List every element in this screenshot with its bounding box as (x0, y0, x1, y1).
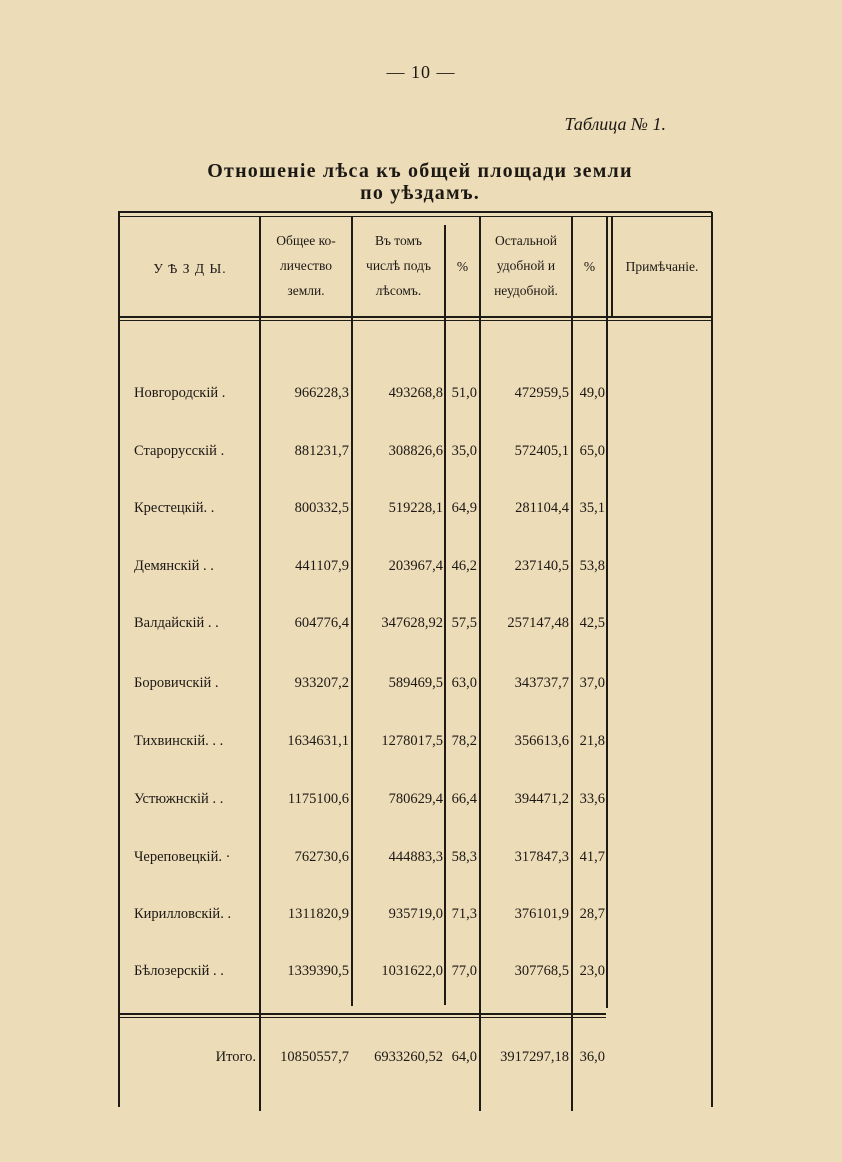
cell-pct-2: 21,8 (579, 733, 605, 749)
cell-pct: 57,5 (451, 615, 477, 631)
left-border (118, 212, 120, 1107)
cell-forest: 1031622,0 (381, 963, 443, 979)
right-border (711, 212, 713, 1107)
cell-total: 1175100,6 (287, 791, 349, 807)
cell-total: 933207,2 (294, 675, 349, 691)
cell-total: 762730,6 (294, 849, 349, 865)
cell-forest: 493268,8 (388, 385, 443, 401)
cell-forest: 1278017,5 (381, 733, 443, 749)
header-note: Примѣчаніе. (625, 259, 699, 274)
cell-pct: 63,0 (451, 675, 477, 691)
cell-pct-2: 28,7 (579, 906, 605, 922)
header-other-line-2: удобной и (496, 258, 556, 273)
top-rule-inner (118, 216, 712, 217)
col-divider-2 (351, 216, 353, 1006)
cell-total: 881231,7 (294, 443, 349, 459)
header-forest (353, 228, 444, 303)
total-rule (118, 1013, 606, 1015)
cell-other: 307768,5 (514, 963, 569, 979)
cell-forest: 444883,3 (388, 849, 443, 865)
cell-forest: 935719,0 (388, 906, 443, 922)
cell-other: 472959,5 (514, 385, 569, 401)
cell-total: 1311820,9 (287, 906, 349, 922)
cell-pct: 71,3 (451, 906, 477, 922)
row-name: Крестецкій. . (134, 500, 215, 516)
cell-other: 281104,4 (515, 500, 569, 516)
cell-total: 441107,9 (295, 558, 349, 574)
row-name: Тихвинскій. . . (134, 733, 224, 749)
cell-forest: 203967,4 (388, 558, 443, 574)
title-line-2: по уѣздамъ. (360, 182, 480, 204)
cell-pct-2: 41,7 (579, 849, 605, 865)
cell-pct-2: 53,8 (579, 558, 605, 574)
cell-other: 317847,3 (514, 849, 569, 865)
cell-pct-2: 37,0 (579, 675, 605, 691)
cell-pct-2: 65,0 (579, 443, 605, 459)
cell-other: 572405,1 (514, 443, 569, 459)
row-name: Устюжнскій . . (134, 791, 224, 807)
row-name: Бѣлозерскій . . (134, 963, 224, 979)
cell-other: 257147,48 (507, 615, 569, 631)
cell-pct-2: 33,6 (579, 791, 605, 807)
cell-forest: 519228,1 (388, 500, 443, 516)
header-other (481, 228, 571, 303)
cell-pct: 58,3 (451, 849, 477, 865)
header-rule (118, 316, 712, 318)
row-name: Старорусскій . (134, 443, 225, 459)
cell-other: 356613,6 (514, 733, 569, 749)
col-divider-1 (259, 216, 261, 1111)
cell-total: 1634631,1 (287, 733, 349, 749)
header-total-line-1: Общее ко- (276, 233, 336, 248)
total-cell-forest: 6933260,52 (374, 1049, 443, 1065)
cell-pct: 46,2 (451, 558, 477, 574)
cell-pct: 78,2 (451, 733, 477, 749)
cell-total: 1339390,5 (287, 963, 349, 979)
total-cell-other: 3917297,18 (500, 1049, 569, 1065)
total-rule-inner (118, 1017, 606, 1018)
cell-total: 800332,5 (294, 500, 349, 516)
title-line-1: Отношеніе лѣса къ общей площади земли (207, 160, 633, 182)
header-other-line-1: Остальной (494, 233, 557, 248)
table-caption: Таблица № 1. (564, 114, 666, 134)
total-cell-pct-2: 36,0 (579, 1049, 605, 1065)
table-title (150, 160, 690, 204)
row-name: Кирилловскій. . (134, 906, 232, 922)
cell-pct: 51,0 (451, 385, 477, 401)
cell-forest: 780629,4 (388, 791, 443, 807)
page-number: — 10 — (386, 62, 456, 82)
cell-total: 966228,3 (294, 385, 349, 401)
top-rule (118, 211, 712, 213)
header-other-line-3: неудобной. (494, 283, 558, 298)
cell-forest: 589469,5 (388, 675, 443, 691)
header-forest-line-3: лѣсомъ. (375, 283, 422, 298)
header-total-line-2: личество (279, 258, 332, 273)
cell-pct-2: 35,1 (579, 500, 605, 516)
cell-pct: 35,0 (451, 443, 477, 459)
header-pct: % (456, 259, 469, 274)
row-name: Боровичскій . (134, 675, 219, 691)
header-pct-2: % (583, 259, 596, 274)
header-forest-line-2: числѣ подъ (366, 258, 431, 273)
header-total (261, 228, 351, 303)
row-name: Череповецкій. · (134, 849, 231, 865)
cell-pct-2: 49,0 (579, 385, 605, 401)
col-divider-6 (606, 216, 608, 1008)
total-label: Итого. (215, 1049, 256, 1065)
header-uezdy: У Ѣ З Д Ы. (153, 261, 227, 276)
cell-other: 376101,9 (514, 906, 569, 922)
cell-forest: 347628,92 (381, 615, 443, 631)
row-name: Демянскій . . (134, 558, 214, 574)
total-cell-pct: 64,0 (451, 1049, 477, 1065)
cell-other: 394471,2 (514, 791, 569, 807)
cell-pct-2: 42,5 (579, 615, 605, 631)
cell-forest: 308826,6 (388, 443, 443, 459)
row-name: Новгородскій . (134, 385, 226, 401)
cell-pct: 77,0 (451, 963, 477, 979)
cell-total: 604776,4 (294, 615, 349, 631)
cell-pct-2: 23,0 (579, 963, 605, 979)
total-cell-total: 10850557,7 (280, 1049, 349, 1065)
header-total-line-3: земли. (287, 283, 325, 298)
cell-other: 237140,5 (514, 558, 569, 574)
cell-pct: 66,4 (451, 791, 477, 807)
row-name: Валдайскій . . (134, 615, 219, 631)
header-forest-line-1: Въ томъ (374, 233, 423, 248)
cell-other: 343737,7 (514, 675, 569, 691)
header-rule-inner (118, 320, 712, 321)
cell-pct: 64,9 (451, 500, 477, 516)
